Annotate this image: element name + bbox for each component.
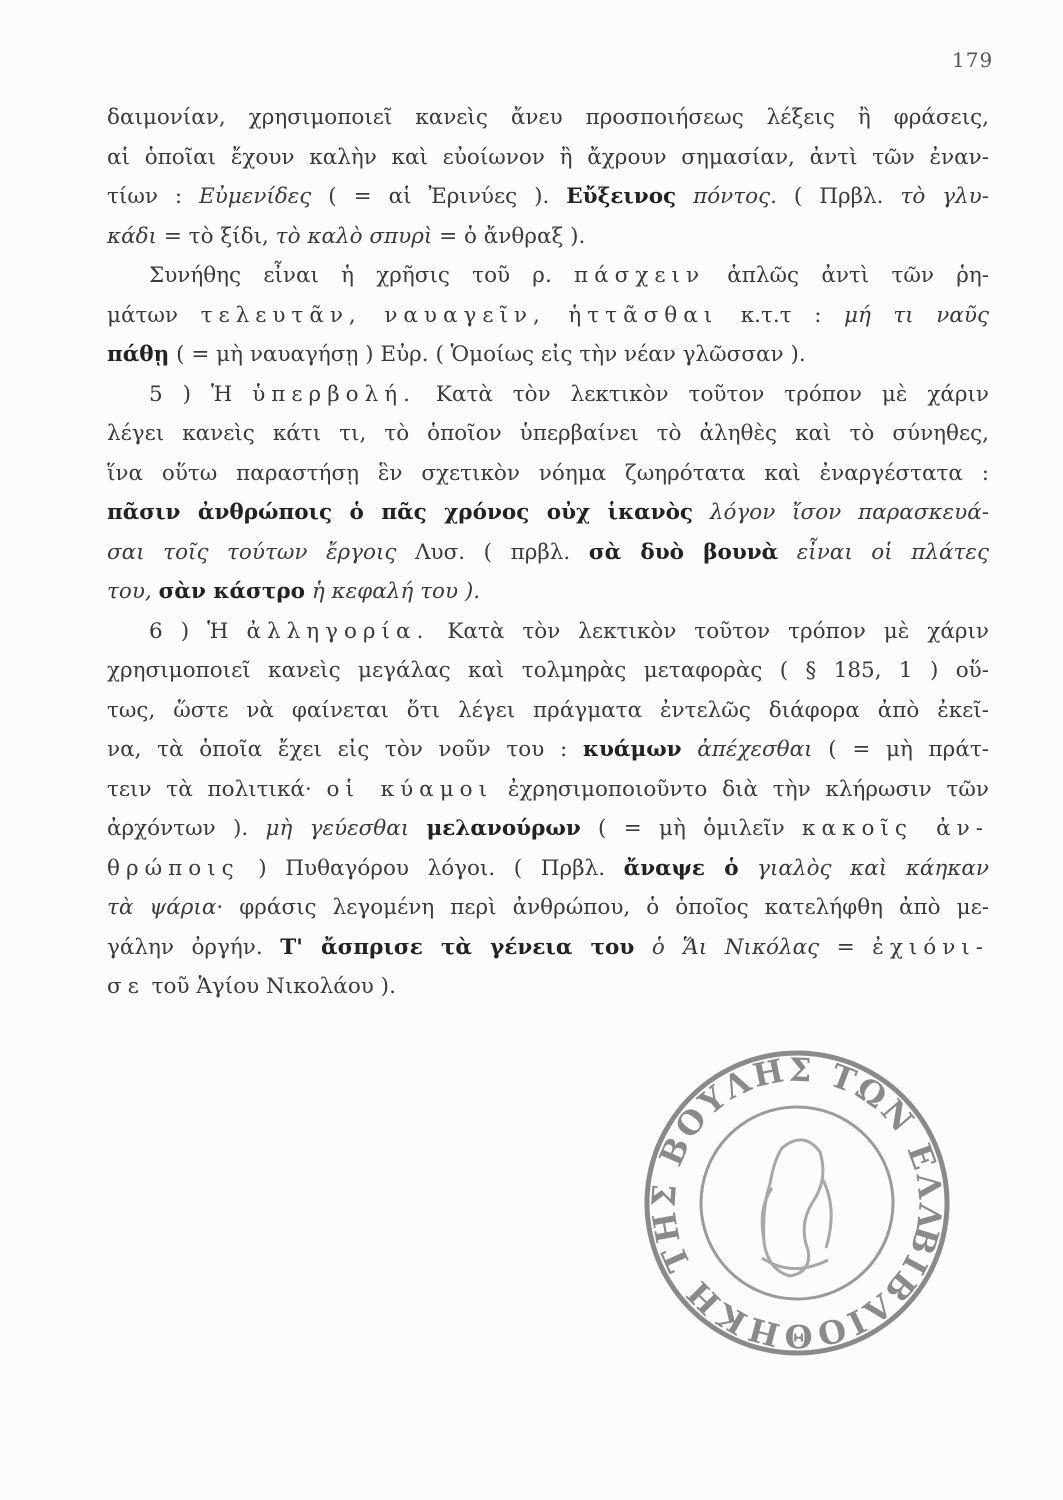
text-line [107,691,989,731]
text-segment: τειν τὰ πολιτικά· [107,776,327,802]
text-segment: λέγει κανεὶς κάτι τι, τὸ ὁποῖον ὑπερβαίνει τὸ ἀληθὲς καὶ τὸ σύνηθες, [107,421,989,446]
text-line [107,375,989,415]
text-segment: ἀρχόντων ). [107,816,266,841]
library-stamp-icon [632,1038,962,1368]
text-line [107,730,989,770]
text-segment: ὁ Ἅι Νικόλας [634,934,820,960]
text-line [107,651,989,691]
text-segment: πόντος. [676,184,777,209]
text-line [107,138,989,178]
text-segment: δαιμονίαν, χρησιμοποιεῖ κανεὶς ἄνευ προσποιήσεως λέξεις ἢ φράσεις, [107,105,989,130]
text-segment: 5 ) Ἡ [149,381,253,407]
text-segment: ( Πρβλ. [776,184,901,209]
text-segment: 6 ) Ἡ [149,618,247,644]
text-line [107,335,989,375]
text-line [107,217,989,257]
text-segment: τὸ γλυ- [900,184,990,209]
text-segment: ( = αἱ Ἐρινύες ). [311,184,567,209]
text-segment: ἡ κεφαλή του ). [305,579,481,604]
text-line [107,612,989,652]
text-segment: ( = μὴ ναυαγήσῃ ) Εὐρ. ( Ὁμοίως εἰς τὴν νέαν γλῶσσαν ). [169,342,806,367]
text-line [107,928,989,968]
text-segment: ἐχρησιμοποιοῦντο διὰ τὴν κλήρωσιν τῶν [493,776,989,802]
text-segment: τελευτᾶν, [200,302,362,328]
text-segment: ἡττᾶσθαι [568,302,719,328]
text-segment: ναυαγεῖν, [384,302,546,328]
text-segment: γάλην ὀργήν. [107,934,281,960]
text-segment: ἵνα οὕτω παραστήσῃ ἓν σχετικὸν νόημα ζωηρότατα καὶ ἐναργέστατα : [107,460,989,486]
text-segment: τὰ ψάρια· [107,895,224,920]
text-line [107,967,989,1007]
stamp-text: ΒΙΒΛΙΟΘΗΚΗ ΤΗΣ ΒΟΥΛΗΣ ΤΩΝ ΕΛΛΗΝΩΝ [644,1050,950,1356]
text-segment: μὴ γεύεσθαι [265,816,410,841]
text-segment [409,816,426,841]
text-segment: ( = μὴ πράτ- [812,737,989,762]
text-segment: λόγον ἴσον παρασκευά- [693,500,989,525]
text-line [107,414,989,454]
text-segment: χρησιμοποιεῖ κανεὶς μεγάλας καὶ τολμηρὰς μεταφορὰς ( § 185, 1 ) οὕ- [107,658,989,683]
text-segment: μελανούρων [426,816,581,841]
text-segment: τὸ καλὸ σπυρὶ [275,223,433,249]
text-segment: τοῦ Ἁγίου Νικολάου ). [144,974,396,999]
text-segment: ἁπλῶς ἀντὶ τῶν ῥη- [705,263,989,288]
text-line [107,493,989,533]
text-segment: ὑπερβολή. [252,381,416,407]
text-segment: ἐχιόνι- [872,934,989,960]
text-segment: αἱ ὁποῖαι ἔχουν καλὴν καὶ εὐοίωνον ἢ ἄχρουν σημασίαν, ἀντὶ τῶν ἐναν- [107,144,989,170]
text-line [107,454,989,494]
text-segment: σὰν κάστρο [158,579,305,604]
text-line [107,809,989,849]
text-segment: οἱ κύαμοι [326,776,494,802]
text-segment: μάτων [107,302,201,328]
text-line [107,296,989,336]
text-segment: = [819,934,873,960]
text-segment: ( = μὴ ὁμιλεῖν [580,816,803,841]
text-segment: τίων : [107,184,200,209]
text-segment: φράσις λεγομένη περὶ ἀνθρώπου, ὁ ὁποῖος κατελήφθη ἀπὸ με- [223,895,990,920]
text-segment: Κατὰ τὸν λεκτικὸν τοῦτον τρόπον μὲ χάριν [429,618,990,644]
page-number: 179 [952,48,994,72]
text-segment: γιαλὸς καὶ κάηκαν [738,855,989,881]
text-segment [362,303,385,328]
text-line [107,256,989,296]
text-line [107,572,989,612]
text-segment: = ὁ ἄνθραξ ). [432,223,586,249]
text-line [107,770,989,810]
text-segment: = τὸ ξίδι, [157,223,276,249]
text-segment: να, τὰ ὁποῖα ἔχει εἰς τὸν νοῦν του : [107,737,583,762]
text-segment: κάδι [107,223,157,249]
text-segment: θρώποις [107,855,240,881]
text-segment [546,303,569,328]
text-segment: ἀπέχεσθαι [681,737,813,762]
text-segment: πάθῃ [107,342,170,367]
text-segment: εἶναι οἱ πλάτες [778,539,989,565]
text-segment: Λυσ. ( πρβλ. [396,539,589,565]
text-line [107,849,989,889]
text-segment: σὰ δυὸ βουνὰ [588,539,779,565]
text-segment: ἄναψε ὁ [623,855,739,881]
text-segment: σε [107,974,145,999]
text-line [107,533,989,573]
text-segment: Εὐμενίδες [199,184,312,209]
text-segment: Εὔξεινος [566,184,677,209]
text-segment: Τ' ἄσπρισε τὰ γένεια του [280,934,635,960]
text-segment: Συνήθης εἶναι ἡ χρῆσις τοῦ ρ. [149,263,575,288]
text-segment: ἀλληγορία. [246,618,430,644]
text-segment: σαι τοῖς τούτων ἔργοις [107,539,397,565]
text-segment: κ.τ.τ : [718,302,844,328]
text-segment: Κατὰ τὸν λεκτικὸν τοῦτον τρόπον μὲ χάριν [415,381,990,407]
text-segment: τως, ὥστε νὰ φαίνεται ὅτι λέγει πράγματα ἐντελῶς διάφορα ἀπὸ ἐκεῖ- [107,697,989,723]
svg-text:ΒΙΒΛΙΟΘΗΚΗ ΤΗΣ ΒΟΥΛΗΣ ΤΩΝ ΕΛΛΗ [632,1038,962,1368]
text-segment: κακοῖς ἀν- [802,816,989,841]
text-line [107,177,989,217]
text-segment: μή τι ναῦς [844,302,990,328]
text-segment: ) Πυθαγόρου λόγοι. ( Πρβλ. [239,855,624,881]
text-segment: πᾶσιν ἀνθρώποις ὁ πᾶς χρόνος οὐχ ἱκανὸς [107,500,694,525]
text-line [107,98,989,138]
text-segment: πάσχειν [574,263,706,288]
text-segment: του, [107,579,159,604]
text-segment: κυάμων [582,737,682,762]
text-line [107,888,989,928]
body-text [107,98,989,1007]
